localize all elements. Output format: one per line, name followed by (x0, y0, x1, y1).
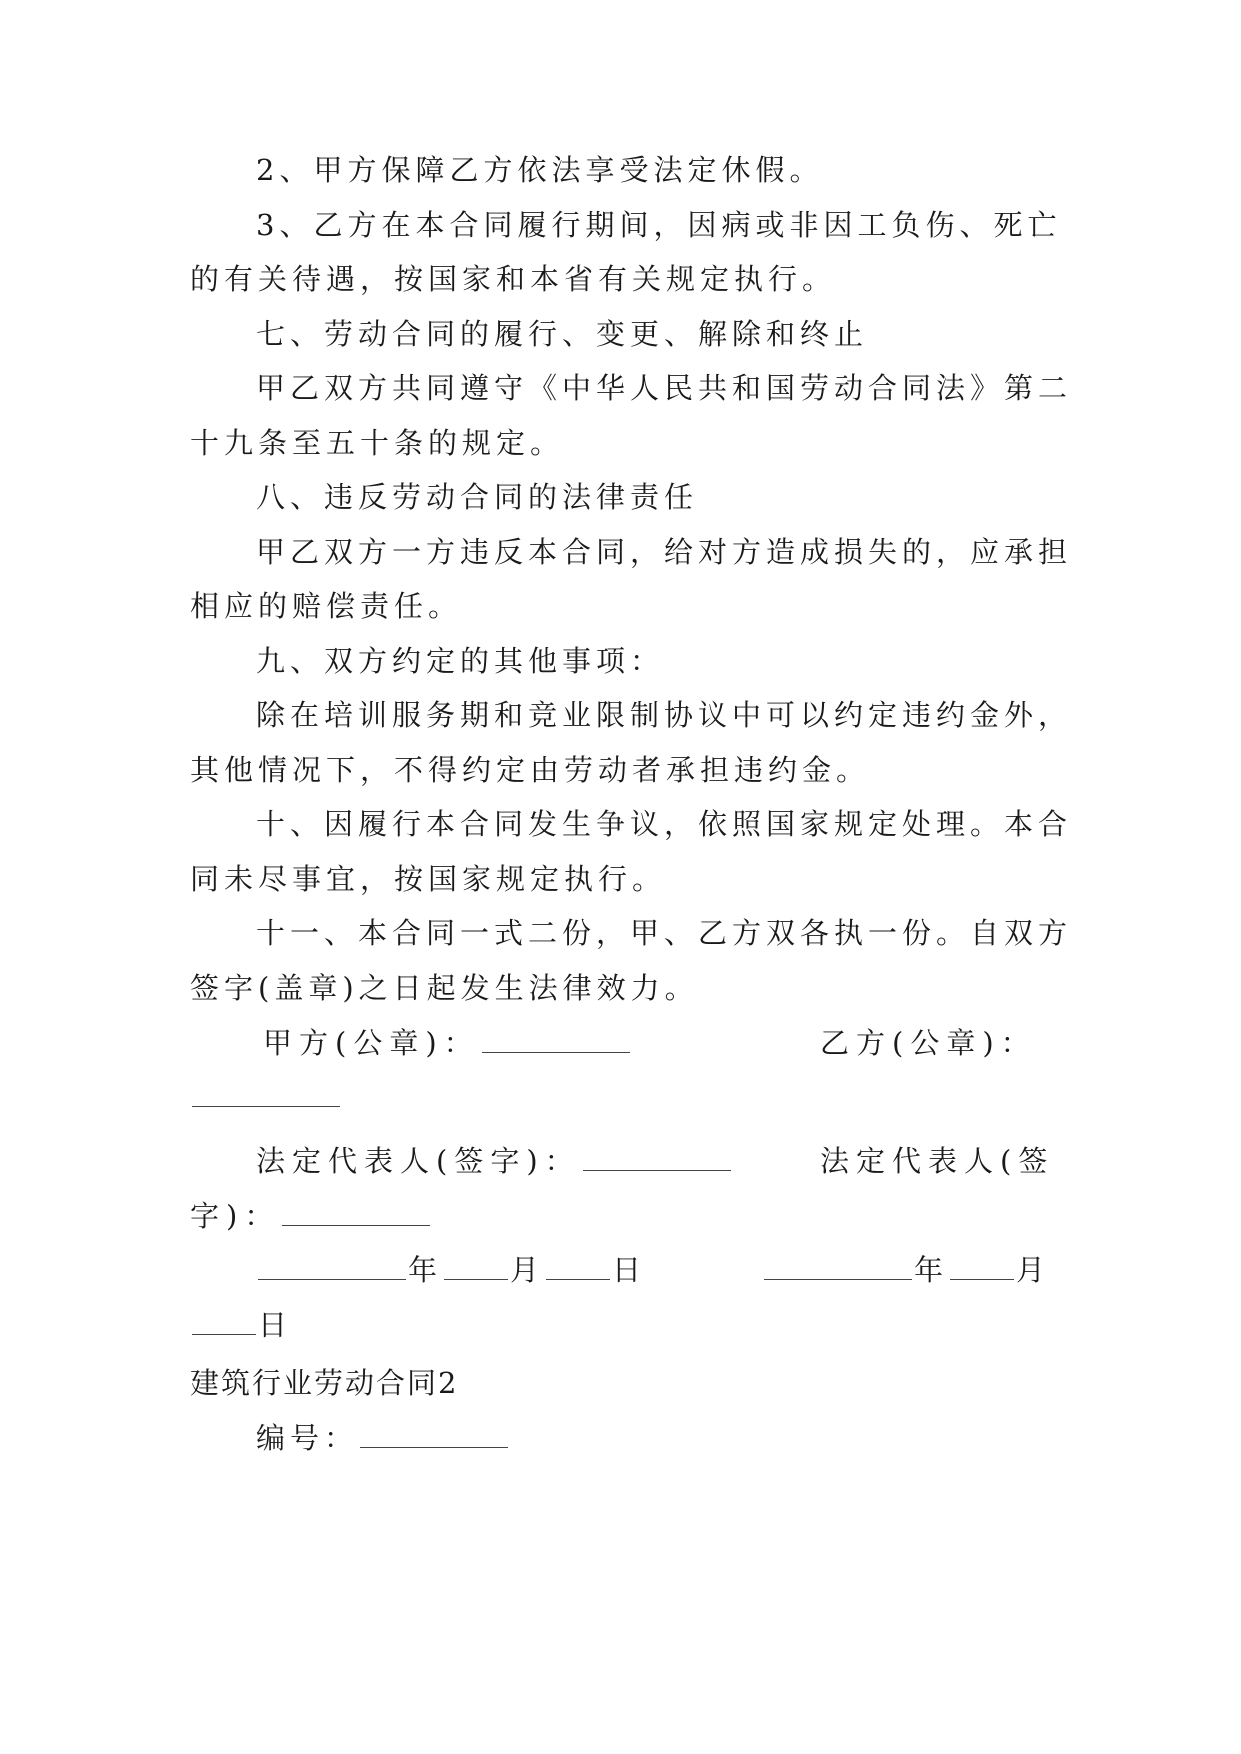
party-b-seal-row (190, 1077, 1060, 1117)
section-9-line-2: 其他情况下，不得约定由劳动者承担违约金。 (190, 753, 871, 787)
clause-3-line-1: 3、乙方在本合同履行期间，因病或非因工负伤、死亡 (256, 208, 1062, 242)
date-b-day-row (190, 1305, 1060, 1345)
rep-a-blank (583, 1144, 731, 1171)
date-b-month-label: 月 (1016, 1253, 1051, 1287)
party-a-seal-blank (482, 1026, 630, 1053)
number-blank (360, 1421, 508, 1448)
rep-a-row (256, 1141, 756, 1181)
section-11-line-1: 十一、本合同一式二份，甲、乙方双各执一份。自双方 (256, 916, 1073, 950)
date-a-day-blank (546, 1253, 610, 1280)
clause-2-line: 2、甲方保障乙方依法享受法定休假。 (256, 153, 824, 187)
rep-b-label-start: 法定代表人(签 (820, 1144, 1055, 1178)
section-9-heading: 九、双方约定的其他事项： (256, 644, 665, 678)
clause-3-line-2: 的有关待遇，按国家和本省有关规定执行。 (190, 262, 837, 296)
section-7-line-1: 甲乙双方共同遵守《中华人民共和国劳动合同法》第二 (256, 371, 1073, 405)
party-b-seal-blank (192, 1080, 340, 1107)
date-a-year-blank (258, 1253, 406, 1280)
date-a-day-label: 日 (612, 1253, 647, 1287)
party-a-seal-label: 甲方(公章)： (263, 1026, 480, 1060)
section-9-line-1: 除在培训服务期和竞业限制协议中可以约定违约金外， (256, 698, 1073, 732)
date-b-month-blank (950, 1253, 1014, 1280)
date-a-year-label: 年 (408, 1253, 443, 1287)
rep-b-blank (282, 1199, 430, 1226)
section-10-line-2: 同未尽事宜，按国家规定执行。 (190, 862, 667, 896)
date-b-row (762, 1250, 1062, 1290)
party-b-seal-label: 乙方(公章)： (820, 1026, 1037, 1060)
date-a-month-blank (444, 1253, 508, 1280)
next-contract-title: 建筑行业劳动合同2 (190, 1366, 459, 1400)
section-7-line-2: 十九条至五十条的规定。 (190, 426, 565, 460)
date-b-day-label: 日 (258, 1308, 293, 1342)
date-a-month-label: 月 (510, 1253, 545, 1287)
rep-b-row (190, 1196, 1060, 1236)
section-11-line-2: 签字(盖章)之日起发生法律效力。 (190, 971, 699, 1005)
number-row (256, 1418, 1060, 1458)
party-a-seal-row (263, 1023, 663, 1063)
date-b-day-blank (192, 1308, 256, 1335)
section-10-line-1: 十、因履行本合同发生争议，依照国家规定处理。本合 (256, 807, 1073, 841)
rep-a-label: 法定代表人(签字)： (256, 1144, 581, 1178)
section-8-heading: 八、违反劳动合同的法律责任 (256, 480, 699, 514)
section-7-heading: 七、劳动合同的履行、变更、解除和终止 (256, 317, 869, 351)
section-8-line-1: 甲乙双方一方违反本合同，给对方造成损失的，应承担 (256, 535, 1073, 569)
number-label: 编号： (256, 1421, 359, 1455)
date-b-year-blank (764, 1253, 912, 1280)
date-a-row (256, 1250, 656, 1290)
date-b-year-label: 年 (914, 1253, 949, 1287)
section-8-line-2: 相应的赔偿责任。 (190, 589, 463, 623)
rep-b-label-end: 字)： (190, 1199, 281, 1233)
